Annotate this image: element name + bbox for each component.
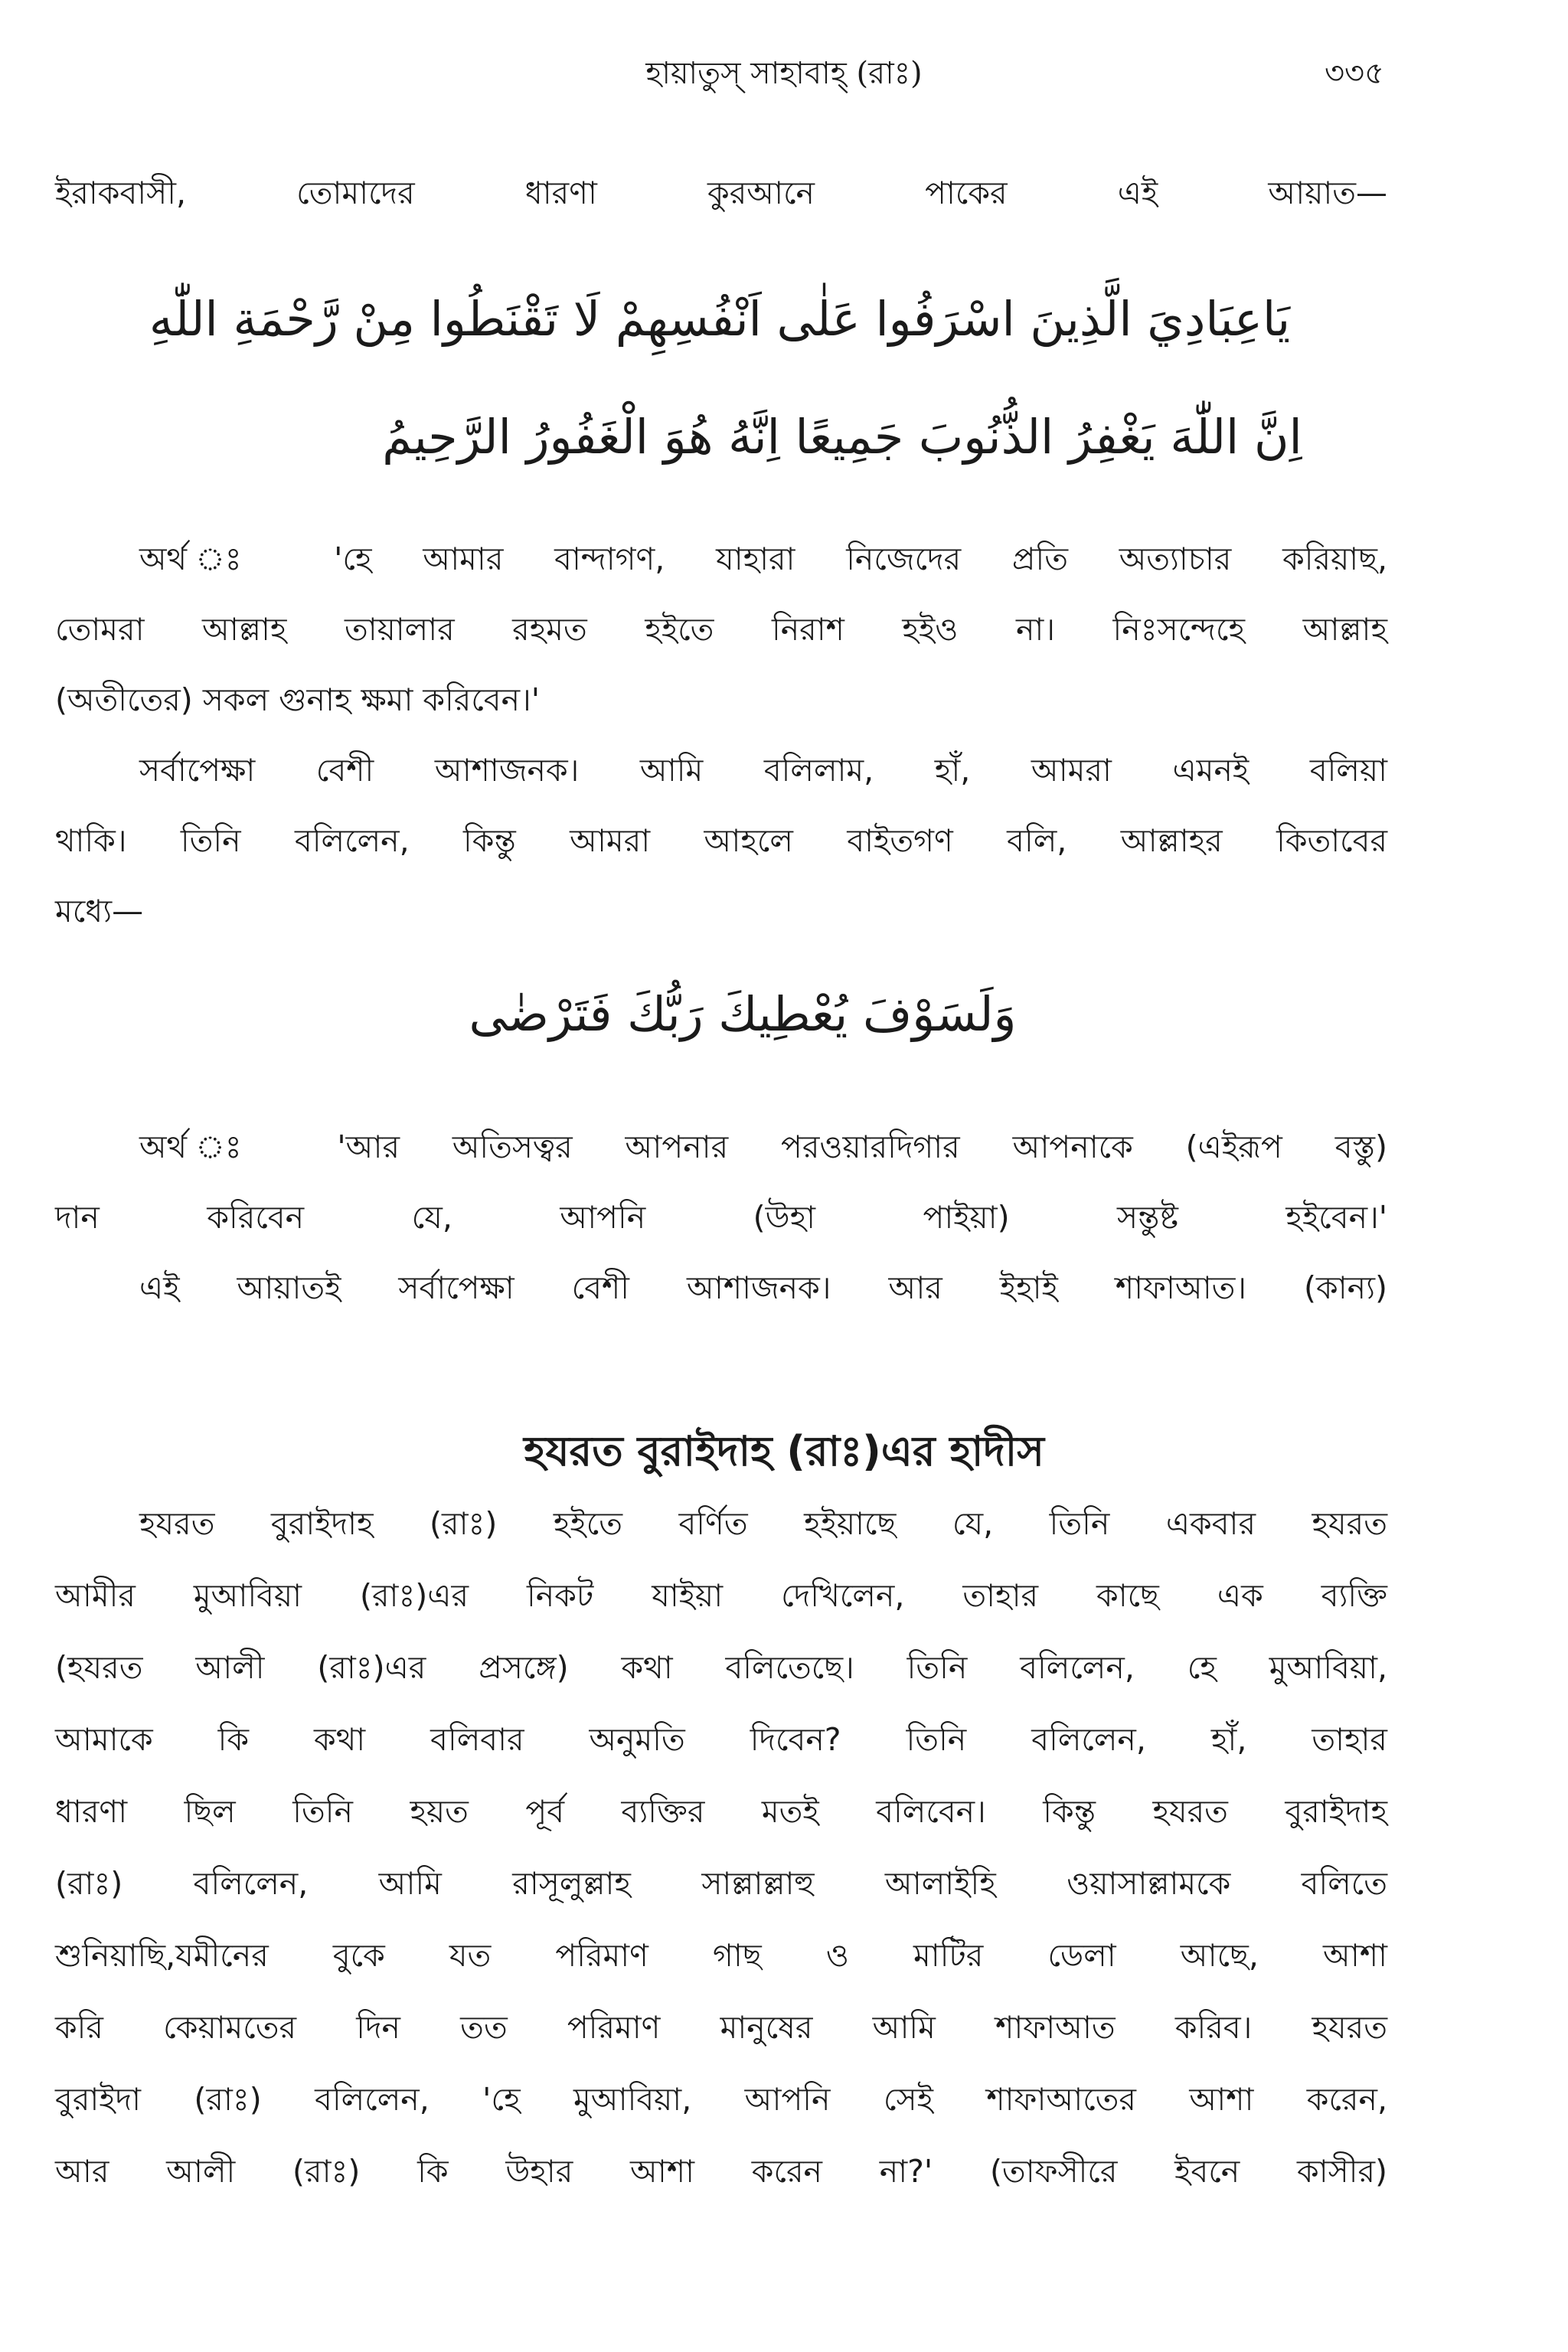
- section-line-8: করি কেয়ামতের দিন তত পরিমাণ মানুষের আমি শাফাআত করিব। হযরত: [55, 2009, 1387, 2046]
- arabic-ayah-1-line-1: يَاعِبَادِيَ الَّذِينَ اسْرَفُوا عَلٰى اَنْفُسِهِمْ لَا تَقْنَطُوا مِنْ رَّحْمَةِ اللّٰهِ: [149, 291, 1291, 347]
- section-line-7: শুনিয়াছি,যমীনের বুকে যত পরিমাণ গাছ ও মাটির ডেলা আছে, আশা: [55, 1937, 1387, 1974]
- arabic-ayah-1-line-2: اِنَّ اللّٰهَ يَغْفِرُ الذُّنُوبَ جَمِيعًا اِنَّهُ هُوَ الْغَفُورُ الرَّحِيمُ: [382, 409, 1302, 465]
- section-line-4: আমাকে কি কথা বলিবার অনুমতি দিবেন? তিনি বলিলেন, হাঁ, তাহার: [55, 1721, 1387, 1758]
- para-2-line-1: সর্বাপেক্ষা বেশী আশাজনক। আমি বলিলাম, হাঁ, আমরা এমনই বলিয়া: [139, 752, 1387, 789]
- intro-line: ইরাকবাসী, তোমাদের ধারণা কুরআনে পাকের এই আয়াত—: [55, 175, 1387, 211]
- meaning-2-line-2: দান করিবেন যে, আপনি (উহা পাইয়া) সন্তুষ্ট হইবেন।': [55, 1199, 1387, 1236]
- para-2-line-3: মধ্যে—: [55, 893, 144, 929]
- meaning-1-line-2: তোমরা আল্লাহ তায়ালার রহমত হইতে নিরাশ হইও না। নিঃসন্দেহে আল্লাহ: [55, 611, 1387, 648]
- section-line-1: হযরত বুরাইদাহ (রাঃ) হইতে বর্ণিত হইয়াছে যে, তিনি একবার হযরত: [139, 1505, 1387, 1542]
- running-header: [0, 44, 1568, 98]
- arabic-ayah-2: وَلَسَوْفَ يُعْطِيكَ رَبُّكَ فَتَرْضٰى: [469, 986, 1017, 1042]
- para-2-line-2: থাকি। তিনি বলিলেন, কিন্তু আমরা আহলে বাইতগণ বলি, আল্লাহর কিতাবের: [55, 822, 1387, 859]
- running-title: হায়াতুস্ সাহাবাহ্ (রাঃ): [645, 56, 923, 91]
- section-line-6: (রাঃ) বলিলেন, আমি রাসূলুল্লাহ সাল্লাল্লাহু আলাইহি ওয়াসাল্লামকে বলিতে: [55, 1865, 1387, 1902]
- section-line-5: ধারণা ছিল তিনি হয়ত পূর্ব ব্যক্তির মতই বলিবেন। কিন্তু হযরত বুরাইদাহ: [55, 1793, 1387, 1830]
- meaning-1-line-1: অর্থ ঃ 'হে আমার বান্দাগণ, যাহারা নিজেদের প্রতি অত্যাচার করিয়াছ,: [139, 541, 1387, 577]
- section-line-2: আমীর মুআবিয়া (রাঃ)এর নিকট যাইয়া দেখিলেন, তাহার কাছে এক ব্যক্তি: [55, 1577, 1387, 1614]
- section-line-3: (হযরত আলী (রাঃ)এর প্রসঙ্গে) কথা বলিতেছে। তিনি বলিলেন, হে মুআবিয়া,: [55, 1649, 1387, 1686]
- meaning-2-line-1: অর্থ ঃ 'আর অতিসত্বর আপনার পরওয়ারদিগার আপনাকে (এইরূপ বস্তু): [139, 1129, 1387, 1165]
- section-line-10: আর আলী (রাঃ) কি উহার আশা করেন না?' (তাফসীরে ইবনে কাসীর): [55, 2153, 1387, 2190]
- meaning-1-line-3: (অতীতের) সকল গুনাহ ক্ষমা করিবেন।': [55, 681, 541, 718]
- meaning-2-line-3: এই আয়াতই সর্বাপেক্ষা বেশী আশাজনক। আর ইহাই শাফাআত। (কান্য): [139, 1269, 1387, 1306]
- section-line-9: বুরাইদা (রাঃ) বলিলেন, 'হে মুআবিয়া, আপনি সেই শাফাআতের আশা করেন,: [55, 2081, 1387, 2118]
- page-number: ৩৩৫: [1325, 56, 1384, 91]
- section-heading: হযরত বুরাইদাহ (রাঃ)এর হাদীস: [524, 1427, 1044, 1475]
